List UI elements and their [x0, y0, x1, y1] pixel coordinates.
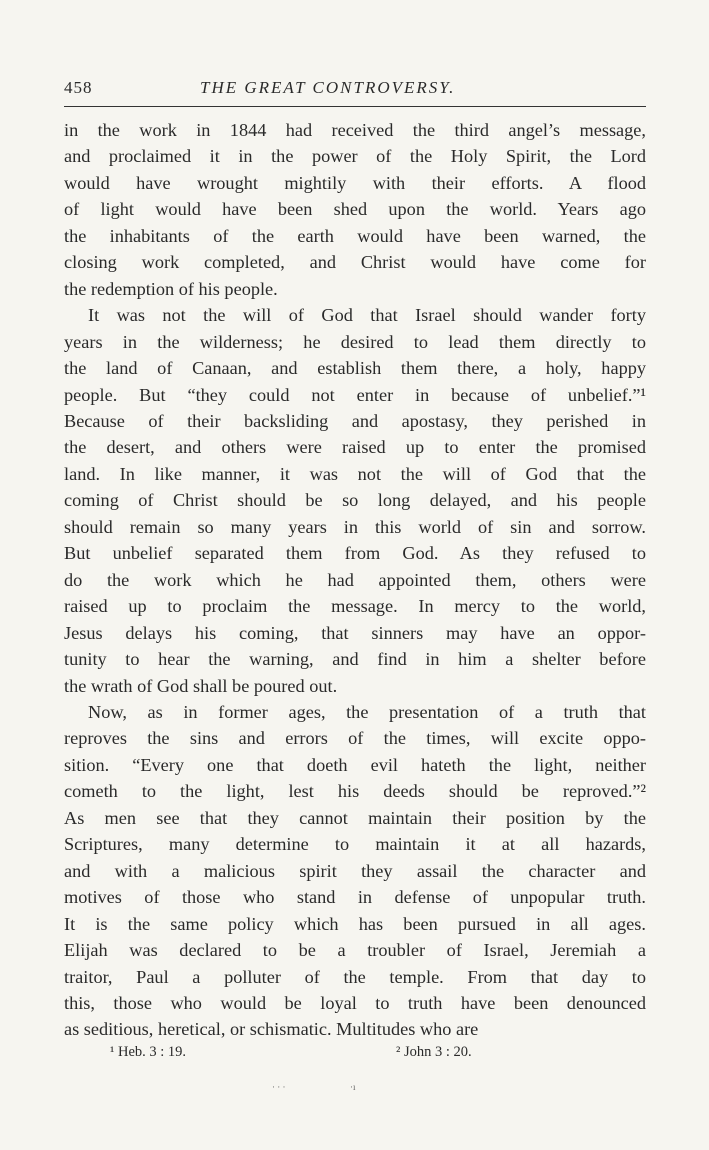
body-text — [64, 117, 646, 1043]
text-line: traitor, Paul a polluter of the temple. From that day to — [64, 966, 646, 987]
text-line: of light would have been shed upon the world. Years ago — [64, 199, 646, 220]
running-head — [64, 70, 646, 104]
text-line: But unbelief separated them from God. As they refused to — [64, 543, 646, 564]
text-line: Jesus delays his coming, that sinners may have an oppor- — [64, 622, 646, 643]
text-line: would have wrought mightily with their efforts. A flood — [64, 172, 646, 193]
text-line: raised up to proclaim the message. In mercy to the world, — [64, 596, 646, 617]
text-line: It is the same policy which has been pursued in all ages. — [64, 913, 646, 934]
text-line: and proclaimed it in the power of the Holy Spirit, the Lord — [64, 146, 646, 167]
running-title: THE GREAT CONTROVERSY. — [200, 78, 456, 97]
speck-mark: · · · — [272, 1082, 286, 1092]
text-line: tunity to hear the warning, and find in him a shelter before — [64, 649, 646, 670]
text-line: Because of their backsliding and apostasy, they perished in — [64, 410, 646, 431]
footnotes — [64, 1044, 646, 1066]
paragraph — [64, 302, 646, 699]
text-line: the wrath of God shall be poured out. — [64, 675, 338, 696]
text-line: years in the wilderness; he desired to lead them directly to — [64, 331, 646, 352]
text-line: people. But “they could not enter in because of unbelief.”¹ — [64, 384, 646, 405]
text-line: should remain so many years in this world of sin and sorrow. — [64, 516, 646, 537]
text-line: Scriptures, many determine to maintain it at all hazards, — [64, 834, 646, 855]
text-line: Now, as in former ages, the presentation of a truth that — [88, 701, 646, 722]
page-number: 458 — [64, 78, 93, 97]
footnote-2: ² John 3 : 20. — [396, 1044, 472, 1060]
text-line: sition. “Every one that doeth evil hateth the light, neither — [64, 754, 646, 775]
text-line: the desert, and others were raised up to enter the promised — [64, 437, 646, 458]
text-line: It was not the will of God that Israel should wander forty — [88, 305, 646, 326]
print-specks — [64, 1082, 646, 1092]
text-line: the land of Canaan, and establish them there, a holy, happy — [64, 358, 646, 379]
text-line: coming of Christ should be so long delayed, and his people — [64, 490, 646, 511]
text-line: closing work completed, and Christ would have come for — [64, 252, 646, 273]
text-line: do the work which he had appointed them, others were — [64, 569, 646, 590]
text-line: as seditious, heretical, or schismatic. Multitudes who are — [64, 1019, 479, 1040]
footnote-1: ¹ Heb. 3 : 19. — [110, 1044, 187, 1060]
text-line: land. In like manner, it was not the will of God that the — [64, 463, 646, 484]
text-line: motives of those who stand in defense of unpopular truth. — [64, 887, 646, 908]
speck-mark: ·ı — [350, 1082, 356, 1092]
text-line: As men see that they cannot maintain their position by the — [64, 807, 646, 828]
header-rule — [64, 106, 646, 107]
text-line: the inhabitants of the earth would have been warned, the — [64, 225, 646, 246]
text-line: Elijah was declared to be a troubler of Israel, Jeremiah a — [64, 940, 646, 961]
paragraph — [64, 117, 646, 302]
text-line: in the work in 1844 had received the third angel’s message, — [64, 120, 646, 140]
paragraph — [64, 699, 646, 1043]
text-line: reproves the sins and errors of the times, will excite oppo- — [64, 728, 646, 749]
text-line: cometh to the light, lest his deeds should be reproved.”² — [64, 781, 646, 802]
text-line: the redemption of his people. — [64, 278, 278, 299]
text-line: and with a malicious spirit they assail the character and — [64, 860, 646, 881]
text-line: this, those who would be loyal to truth have been denounced — [64, 992, 646, 1013]
book-page — [64, 70, 646, 1092]
